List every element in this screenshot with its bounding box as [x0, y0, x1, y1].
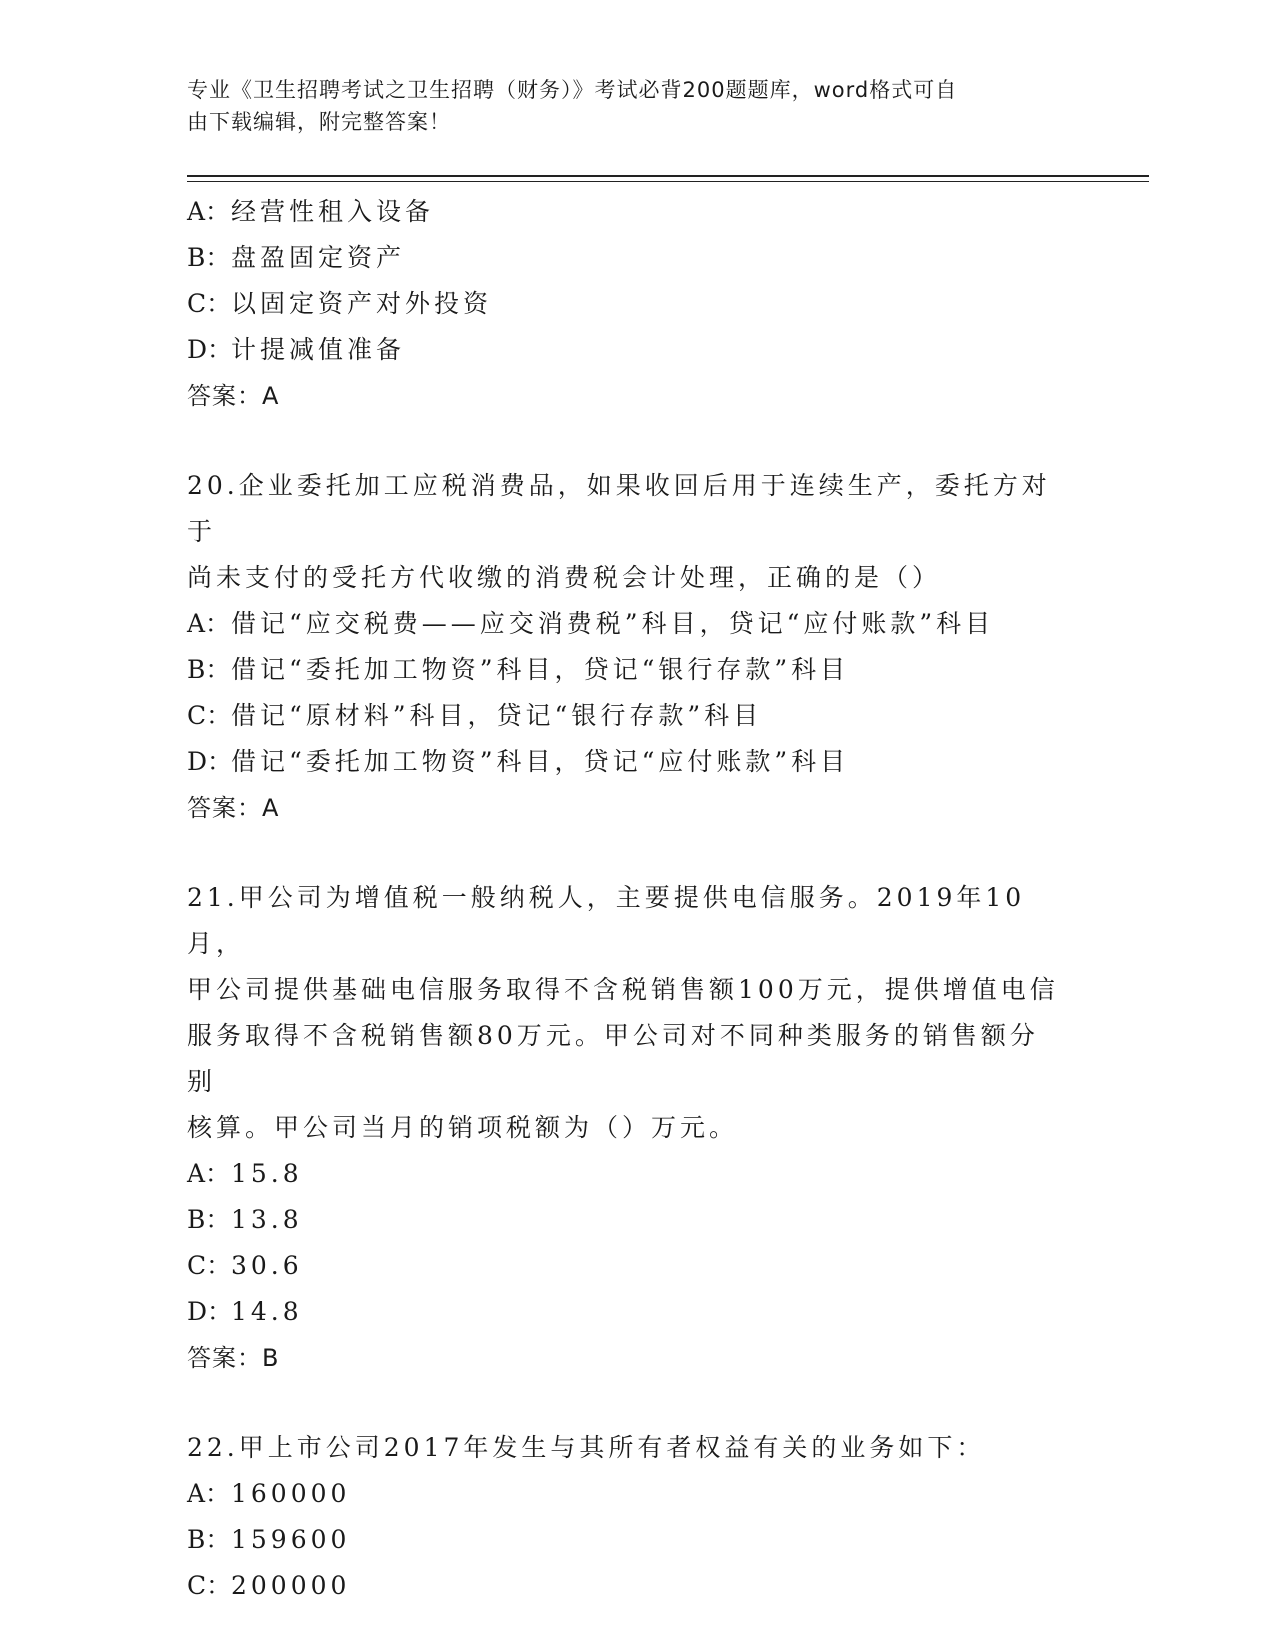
option-key: C：: [187, 701, 232, 730]
option-a: [187, 1471, 1087, 1517]
option-a: [187, 601, 1087, 647]
option-d: [187, 327, 1087, 373]
option-c: [187, 693, 1087, 739]
question-20: [187, 463, 1087, 831]
answer-line: 答案：B: [187, 1344, 280, 1372]
option-key: A：: [187, 1159, 231, 1188]
option-text: 200000: [231, 1571, 351, 1600]
stem-line: 20.企业委托加工应税消费品，如果收回后用于连续生产，委托方对于: [187, 471, 1051, 546]
option-b: [187, 647, 1087, 693]
option-key: D：: [187, 1297, 233, 1326]
stem-line: 核算。甲公司当月的销项税额为（）万元。: [187, 1113, 739, 1142]
option-key: B：: [187, 1525, 231, 1554]
question-19: [187, 189, 1087, 419]
document-header: [187, 74, 1067, 138]
option-a: [187, 189, 1087, 235]
option-b: [187, 1197, 1087, 1243]
option-key: D：: [187, 747, 233, 776]
option-d: [187, 739, 1087, 785]
option-b: [187, 235, 1087, 281]
stem-line: 尚未支付的受托方代收缴的消费税会计处理，正确的是（）: [187, 563, 942, 592]
option-text: 借记“应交税费——应交消费税”科目，贷记“应付账款”科目: [231, 609, 995, 638]
option-c: [187, 281, 1087, 327]
option-text: 14.8: [231, 1297, 303, 1326]
stem-line: 甲公司提供基础电信服务取得不含税销售额100万元，提供增值电信: [187, 975, 1059, 1004]
question-21: [187, 875, 1087, 1381]
option-c: [187, 1563, 1087, 1609]
option-key: D：: [187, 335, 233, 364]
header-divider-thick: [187, 175, 1149, 177]
option-d: [187, 1289, 1087, 1335]
option-text: 160000: [231, 1479, 351, 1508]
option-text: 盘盈固定资产: [231, 243, 406, 272]
option-text: 经营性租入设备: [231, 197, 435, 226]
option-key: A：: [187, 1479, 231, 1508]
question-spacer: [187, 831, 1087, 875]
option-text: 159600: [231, 1525, 351, 1554]
option-key: A：: [187, 197, 231, 226]
header-line-2: 由下载编辑，附完整答案！: [187, 110, 451, 134]
question-list: [187, 189, 1087, 1609]
answer-line: 答案：A: [187, 382, 280, 410]
question-stem: [187, 1425, 1067, 1471]
question-stem: [187, 875, 1067, 1151]
option-text: 13.8: [231, 1205, 303, 1234]
option-text: 15.8: [231, 1159, 303, 1188]
question-spacer: [187, 1381, 1087, 1425]
option-text: 30.6: [231, 1251, 303, 1280]
option-text: 以固定资产对外投资: [231, 289, 493, 318]
option-key: C：: [187, 289, 232, 318]
stem-line: 21.甲公司为增值税一般纳税人，主要提供电信服务。2019年10月，: [187, 883, 1026, 958]
question-22: [187, 1425, 1087, 1609]
option-key: B：: [187, 1205, 231, 1234]
stem-line: 服务取得不含税销售额80万元。甲公司对不同种类服务的销售额分别: [187, 1021, 1039, 1096]
answer-line: 答案：A: [187, 794, 280, 822]
question-spacer: [187, 419, 1087, 463]
option-b: [187, 1517, 1087, 1563]
header-line-1: 专业《卫生招聘考试之卫生招聘（财务）》考试必背200题题库，word格式可自: [187, 78, 958, 102]
option-text: 借记“委托加工物资”科目，贷记“银行存款”科目: [231, 655, 850, 684]
option-key: B：: [187, 655, 231, 684]
option-text: 借记“原材料”科目，贷记“银行存款”科目: [231, 701, 763, 730]
option-c: [187, 1243, 1087, 1289]
option-key: C：: [187, 1251, 232, 1280]
option-key: B：: [187, 243, 231, 272]
stem-line: 22.甲上市公司2017年发生与其所有者权益有关的业务如下：: [187, 1433, 986, 1462]
header-divider-thin: [187, 181, 1149, 182]
option-a: [187, 1151, 1087, 1197]
option-text: 借记“委托加工物资”科目，贷记“应付账款”科目: [231, 747, 850, 776]
option-key: C：: [187, 1571, 232, 1600]
option-key: A：: [187, 609, 231, 638]
question-stem: [187, 463, 1067, 601]
option-text: 计提减值准备: [231, 335, 406, 364]
